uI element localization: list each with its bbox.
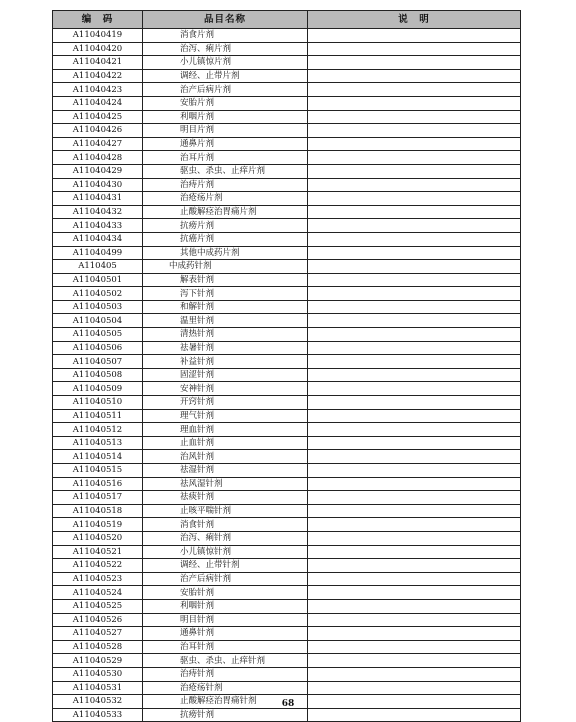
cell-code: A11040423 <box>53 83 143 97</box>
cell-description <box>308 477 521 491</box>
cell-item-name: 固涩针剂 <box>143 368 308 382</box>
cell-description <box>308 328 521 342</box>
cell-description <box>308 382 521 396</box>
catalog-table <box>52 10 521 722</box>
cell-code: A11040520 <box>53 531 143 545</box>
cell-item-name: 祛风湿针剂 <box>143 477 308 491</box>
cell-item-name: 治疮疡片剂 <box>143 192 308 206</box>
table-row <box>53 667 521 681</box>
table-row <box>53 572 521 586</box>
cell-code: A11040431 <box>53 192 143 206</box>
cell-item-name: 止咳平喘针剂 <box>143 504 308 518</box>
cell-code: A11040503 <box>53 300 143 314</box>
table-row <box>53 83 521 97</box>
cell-code: A11040421 <box>53 56 143 70</box>
cell-item-name: 抗痨片剂 <box>143 219 308 233</box>
cell-description <box>308 504 521 518</box>
cell-code: A11040531 <box>53 681 143 695</box>
table-row <box>53 273 521 287</box>
cell-code: A11040433 <box>53 219 143 233</box>
cell-code: A11040499 <box>53 246 143 260</box>
cell-description <box>308 56 521 70</box>
cell-description <box>308 423 521 437</box>
cell-item-name: 治耳针剂 <box>143 640 308 654</box>
table-row <box>53 314 521 328</box>
cell-item-name: 祛湿针剂 <box>143 464 308 478</box>
cell-description <box>308 518 521 532</box>
cell-item-name: 理血针剂 <box>143 423 308 437</box>
cell-description <box>308 572 521 586</box>
cell-item-name: 其他中成药片剂 <box>143 246 308 260</box>
cell-code: A11040533 <box>53 708 143 722</box>
cell-item-name: 祛暑针剂 <box>143 341 308 355</box>
cell-code: A11040526 <box>53 613 143 627</box>
cell-code: A11040429 <box>53 164 143 178</box>
cell-description <box>308 246 521 260</box>
cell-item-name: 治泻、痢针剂 <box>143 531 308 545</box>
cell-code: A11040420 <box>53 42 143 56</box>
table-row <box>53 124 521 138</box>
table-row <box>53 518 521 532</box>
table-row <box>53 464 521 478</box>
table-row <box>53 260 521 274</box>
table-row <box>53 178 521 192</box>
table-row <box>53 151 521 165</box>
cell-description <box>308 300 521 314</box>
table-row <box>53 436 521 450</box>
cell-item-name: 中成药针剂 <box>143 260 308 274</box>
cell-item-name: 消食片剂 <box>143 29 308 43</box>
cell-code: A11040523 <box>53 572 143 586</box>
cell-item-name: 止酸解痉治胃痛针剂 <box>143 695 308 709</box>
table-row <box>53 640 521 654</box>
cell-item-name: 明目片剂 <box>143 124 308 138</box>
table-row <box>53 654 521 668</box>
cell-description <box>308 559 521 573</box>
cell-item-name: 治疮疡针剂 <box>143 681 308 695</box>
table-row <box>53 559 521 573</box>
cell-item-name: 抗癌片剂 <box>143 232 308 246</box>
table-row <box>53 219 521 233</box>
cell-description <box>308 396 521 410</box>
table-row <box>53 205 521 219</box>
table-header-row <box>53 11 521 29</box>
cell-description <box>308 137 521 151</box>
cell-code: A11040505 <box>53 328 143 342</box>
cell-code: A11040518 <box>53 504 143 518</box>
table-row <box>53 423 521 437</box>
table-row <box>53 137 521 151</box>
cell-item-name: 安胎片剂 <box>143 96 308 110</box>
cell-item-name: 治产后病针剂 <box>143 572 308 586</box>
cell-item-name: 治泻、痢片剂 <box>143 42 308 56</box>
cell-item-name: 治产后病片剂 <box>143 83 308 97</box>
header-code: 编 码 <box>53 11 143 29</box>
cell-item-name: 治耳片剂 <box>143 151 308 165</box>
cell-description <box>308 681 521 695</box>
cell-item-name: 祛痰针剂 <box>143 491 308 505</box>
cell-item-name: 开窍针剂 <box>143 396 308 410</box>
table-row <box>53 613 521 627</box>
cell-description <box>308 124 521 138</box>
cell-code: A11040507 <box>53 355 143 369</box>
table-row <box>53 504 521 518</box>
table-row <box>53 599 521 613</box>
table-row <box>53 164 521 178</box>
table-row <box>53 531 521 545</box>
table-row <box>53 42 521 56</box>
table-row <box>53 110 521 124</box>
cell-code: A11040425 <box>53 110 143 124</box>
cell-code: A11040428 <box>53 151 143 165</box>
cell-code: A11040529 <box>53 654 143 668</box>
cell-description <box>308 205 521 219</box>
table-row <box>53 409 521 423</box>
cell-description <box>308 368 521 382</box>
cell-description <box>308 640 521 654</box>
cell-item-name: 利咽片剂 <box>143 110 308 124</box>
cell-code: A11040524 <box>53 586 143 600</box>
table-row <box>53 586 521 600</box>
cell-description <box>308 287 521 301</box>
cell-code: A11040434 <box>53 232 143 246</box>
cell-description <box>308 450 521 464</box>
table-row <box>53 69 521 83</box>
cell-description <box>308 29 521 43</box>
cell-code: A11040432 <box>53 205 143 219</box>
cell-description <box>308 586 521 600</box>
cell-item-name: 通鼻片剂 <box>143 137 308 151</box>
table-row <box>53 29 521 43</box>
table-row <box>53 192 521 206</box>
cell-description <box>308 232 521 246</box>
cell-code: A11040515 <box>53 464 143 478</box>
cell-description <box>308 341 521 355</box>
cell-item-name: 清热针剂 <box>143 328 308 342</box>
cell-item-name: 解表针剂 <box>143 273 308 287</box>
cell-code: A11040519 <box>53 518 143 532</box>
cell-item-name: 明目针剂 <box>143 613 308 627</box>
table-row <box>53 477 521 491</box>
cell-item-name: 补益针剂 <box>143 355 308 369</box>
cell-description <box>308 192 521 206</box>
cell-code: A11040530 <box>53 667 143 681</box>
cell-item-name: 利咽针剂 <box>143 599 308 613</box>
cell-code: A11040532 <box>53 695 143 709</box>
table-row <box>53 545 521 559</box>
cell-item-name: 调经、止带片剂 <box>143 69 308 83</box>
cell-code: A11040508 <box>53 368 143 382</box>
cell-description <box>308 178 521 192</box>
cell-item-name: 止血针剂 <box>143 436 308 450</box>
cell-description <box>308 436 521 450</box>
table-row <box>53 708 521 722</box>
cell-item-name: 安胎针剂 <box>143 586 308 600</box>
cell-description <box>308 151 521 165</box>
table-row <box>53 355 521 369</box>
cell-item-name: 小儿镇惊片剂 <box>143 56 308 70</box>
cell-description <box>308 355 521 369</box>
cell-description <box>308 627 521 641</box>
cell-code: A11040517 <box>53 491 143 505</box>
cell-description <box>308 96 521 110</box>
cell-code: A11040511 <box>53 409 143 423</box>
cell-item-name: 驱虫、杀虫、止痒片剂 <box>143 164 308 178</box>
cell-code: A11040514 <box>53 450 143 464</box>
table-row <box>53 300 521 314</box>
table-row <box>53 491 521 505</box>
cell-code: A11040506 <box>53 341 143 355</box>
cell-item-name: 消食针剂 <box>143 518 308 532</box>
table-row <box>53 56 521 70</box>
table-body <box>53 29 521 722</box>
table-row <box>53 368 521 382</box>
cell-code: A11040509 <box>53 382 143 396</box>
cell-code: A11040424 <box>53 96 143 110</box>
cell-code: A11040512 <box>53 423 143 437</box>
cell-description <box>308 409 521 423</box>
cell-code: A11040504 <box>53 314 143 328</box>
cell-code: A11040528 <box>53 640 143 654</box>
cell-item-name: 抗痨针剂 <box>143 708 308 722</box>
header-item-name: 品目名称 <box>143 11 308 29</box>
cell-item-name: 小儿镇惊针剂 <box>143 545 308 559</box>
table-row <box>53 382 521 396</box>
table-row <box>53 681 521 695</box>
cell-code: A11040525 <box>53 599 143 613</box>
cell-description <box>308 314 521 328</box>
cell-description <box>308 464 521 478</box>
cell-code: A11040522 <box>53 559 143 573</box>
cell-description <box>308 545 521 559</box>
table-row <box>53 246 521 260</box>
cell-code: A11040502 <box>53 287 143 301</box>
cell-code: A11040521 <box>53 545 143 559</box>
table-row <box>53 328 521 342</box>
cell-code: A11040427 <box>53 137 143 151</box>
cell-description <box>308 531 521 545</box>
table-row <box>53 341 521 355</box>
cell-code: A11040510 <box>53 396 143 410</box>
cell-code: A11040430 <box>53 178 143 192</box>
cell-description <box>308 69 521 83</box>
cell-item-name: 通鼻针剂 <box>143 627 308 641</box>
cell-description <box>308 164 521 178</box>
cell-description <box>308 42 521 56</box>
cell-description <box>308 110 521 124</box>
table-row <box>53 232 521 246</box>
cell-item-name: 驱虫、杀虫、止痒针剂 <box>143 654 308 668</box>
cell-description <box>308 599 521 613</box>
cell-code: A110405 <box>53 260 143 274</box>
table-row <box>53 96 521 110</box>
cell-description <box>308 667 521 681</box>
cell-code: A11040426 <box>53 124 143 138</box>
cell-item-name: 止酸解痉治胃痛片剂 <box>143 205 308 219</box>
table-row <box>53 627 521 641</box>
table-row <box>53 396 521 410</box>
table-row <box>53 287 521 301</box>
cell-item-name: 泻下针剂 <box>143 287 308 301</box>
cell-item-name: 治痔片剂 <box>143 178 308 192</box>
cell-item-name: 治风针剂 <box>143 450 308 464</box>
header-description: 说 明 <box>308 11 521 29</box>
cell-description <box>308 613 521 627</box>
cell-description <box>308 83 521 97</box>
cell-description <box>308 654 521 668</box>
cell-code: A11040527 <box>53 627 143 641</box>
cell-item-name: 治痔针剂 <box>143 667 308 681</box>
cell-code: A11040501 <box>53 273 143 287</box>
cell-description <box>308 273 521 287</box>
cell-description <box>308 491 521 505</box>
page-number: 68 <box>281 699 295 709</box>
cell-description <box>308 708 521 722</box>
cell-item-name: 和解针剂 <box>143 300 308 314</box>
cell-item-name: 调经、止带针剂 <box>143 559 308 573</box>
cell-item-name: 温里针剂 <box>143 314 308 328</box>
cell-code: A11040419 <box>53 29 143 43</box>
cell-description <box>308 219 521 233</box>
cell-description <box>308 260 521 274</box>
cell-item-name: 理气针剂 <box>143 409 308 423</box>
table-row <box>53 450 521 464</box>
cell-code: A11040422 <box>53 69 143 83</box>
cell-code: A11040516 <box>53 477 143 491</box>
cell-code: A11040513 <box>53 436 143 450</box>
cell-item-name: 安神针剂 <box>143 382 308 396</box>
